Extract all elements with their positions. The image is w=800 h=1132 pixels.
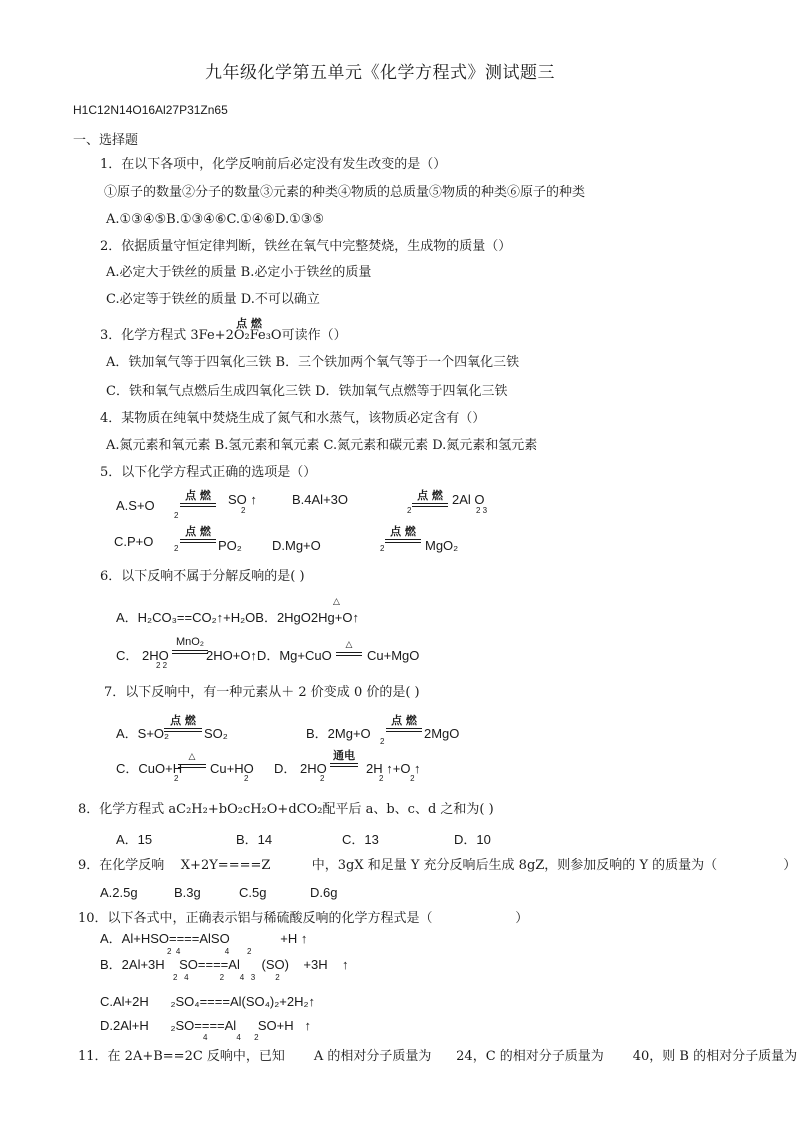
q6-catalyst-condition bbox=[172, 637, 208, 654]
q7-option-c-sub: 2 bbox=[174, 774, 179, 783]
heat-symbol: △ bbox=[188, 752, 196, 762]
question-3-stem-tail: 可读作（） bbox=[281, 328, 347, 343]
q10-option-d: D.2Al+H ₂SO====Al SO+H ↑ bbox=[100, 1018, 311, 1033]
q10-option-b: B．2Al+3H SO====Al (SO) +3H ↑ bbox=[100, 957, 349, 972]
q7-option-a-condition bbox=[164, 715, 202, 732]
q6-option-c-right: 2HO+O↑D．Mg+CuO bbox=[206, 648, 332, 663]
q7-option-a-right: SO₂ bbox=[204, 726, 228, 741]
q7-option-b-sub: 2 bbox=[380, 737, 385, 746]
question-9-stem: 9．在化学反响 X+2Y====Z 中，3gX 和足量 Y 充分反响后生成 8gZ，则参加反响的 Y 的质量为（ ） bbox=[78, 858, 797, 873]
q5-option-b-condition bbox=[412, 490, 448, 507]
electrolysis-label: 通电 bbox=[333, 749, 355, 762]
question-1-list: ①原子的数量②分子的数量③元素的种类④物质的总质量⑤物质的种类⑥原子的种类 bbox=[104, 185, 586, 200]
question-10-stem: 10．以下各式中，正确表示铝与稀硫酸反响的化学方程式是（ ） bbox=[78, 911, 529, 926]
q7-option-c-rsub: 2 bbox=[244, 774, 249, 783]
q9-option-d: D.6g bbox=[310, 885, 338, 900]
question-2-options-cd: C.必定等于铁丝的质量 D.不可以确立 bbox=[106, 292, 320, 307]
question-7-stem: 7．以下反响中，有一种元素从＋ 2 价变成 0 价的是( ) bbox=[104, 685, 420, 700]
q5-option-d-condition bbox=[385, 526, 421, 543]
question-1-options: A.①③④⑤B.①③④⑥C.①④⑥D.①③⑤ bbox=[106, 212, 325, 227]
question-8-stem: 8．化学方程式 aC₂H₂+bO₂cH₂O+dCO₂配平后 a、b、c、d 之和为( ) bbox=[78, 802, 494, 817]
ignite-label: 点 燃 bbox=[391, 714, 417, 727]
q6-option-c-sub: 2 2 bbox=[156, 661, 168, 670]
q5-option-d-right: MgO₂ bbox=[425, 538, 459, 553]
q6-option-d-right: Cu+MgO bbox=[367, 648, 420, 663]
q8-option-a: A．15 bbox=[116, 832, 153, 847]
q5-option-b-right: 2Al O bbox=[452, 492, 485, 507]
q7-option-b-condition bbox=[386, 715, 422, 732]
q6-heat-condition bbox=[336, 641, 362, 656]
q5-option-d-sub: 2 bbox=[380, 544, 385, 553]
q7-option-d-sub: 2 bbox=[320, 774, 325, 783]
q7-option-d-rsub: 2 2 bbox=[379, 774, 415, 783]
q7-heat-condition bbox=[178, 753, 206, 768]
equals-bar bbox=[336, 652, 362, 656]
q10-option-d-sub: 4 4 2 bbox=[203, 1033, 259, 1042]
q8-option-c: C．13 bbox=[342, 832, 379, 847]
equals-bar bbox=[385, 539, 421, 543]
question-4-stem: 4．某物质在纯氧中焚烧生成了氮气和水蒸气，该物质必定含有（） bbox=[100, 411, 486, 426]
ignite-label: 点 燃 bbox=[185, 525, 211, 538]
q8-option-d: D．10 bbox=[454, 832, 491, 847]
q5-option-b-rsub: 2 3 bbox=[476, 506, 488, 515]
q9-option-c: C.5g bbox=[239, 885, 267, 900]
q10-option-b-sub: 2 4 2 4 3 2 bbox=[173, 973, 280, 982]
question-3-options-ab: A．铁加氧气等于四氧化三铁 B．三个铁加两个氧气等于一个四氧化三铁 bbox=[106, 355, 520, 370]
q7-option-c-left: C．CuO+H bbox=[116, 761, 183, 776]
equals-bar bbox=[172, 650, 208, 654]
q5-option-c-right: PO₂ bbox=[218, 538, 242, 553]
page-title: 九年级化学第五单元《化学方程式》测试题三 bbox=[205, 63, 555, 83]
equals-bar bbox=[164, 728, 202, 732]
ignite-label: 点 燃 bbox=[390, 525, 416, 538]
question-6-options-ab: A．H₂CO₃==CO₂↑+H₂OB．2HgO2Hg+O↑ bbox=[116, 610, 359, 625]
q5-option-d-left: D.Mg+O bbox=[272, 538, 321, 553]
equals-bar bbox=[386, 728, 422, 732]
q7-option-d-left: D． 2HO bbox=[274, 761, 327, 776]
question-3-condition bbox=[228, 318, 270, 329]
q8-option-b: B．14 bbox=[236, 832, 273, 847]
equals-bar bbox=[178, 764, 206, 768]
ignite-label: 点 燃 bbox=[417, 489, 443, 502]
q5-option-c-left: C.P+O bbox=[114, 534, 154, 549]
question-4-options: A.氮元素和氧元素 B.氢元素和氧元素 C.氮元素和碳元素 D.氮元素和氢元素 bbox=[106, 438, 538, 453]
q5-option-b-sub: 2 bbox=[407, 506, 412, 515]
q5-option-a-sub: 2 bbox=[174, 511, 179, 520]
equals-bar bbox=[180, 503, 216, 507]
question-5-stem: 5．以下化学方程式正确的选项是（） bbox=[100, 465, 317, 480]
q7-option-b-right: 2MgO bbox=[424, 726, 460, 741]
q10-option-a-sub: 2 4 4 2 bbox=[167, 947, 252, 956]
ignite-label: 点 燃 bbox=[236, 317, 262, 330]
heat-symbol: △ bbox=[345, 640, 353, 650]
q7-option-b-left: B．2Mg+O bbox=[306, 726, 371, 741]
q5-option-b-left: B.4Al+3O bbox=[292, 492, 349, 507]
equals-bar bbox=[330, 763, 358, 767]
question-6-stem: 6．以下反响不属于分解反响的是( ) bbox=[100, 569, 305, 584]
q7-option-d-right: 2H ↑+O ↑ bbox=[366, 761, 421, 776]
question-2-options-ab: A.必定大于铁丝的质量 B.必定小于铁丝的质量 bbox=[106, 265, 372, 280]
question-11-stem: 11．在 2A+B==2C 反响中，已知 A 的相对分子质量为 24，C 的相对分子质量为 40，则 B 的相对分子质量为 bbox=[78, 1049, 798, 1064]
section-heading: 一、选择题 bbox=[73, 133, 139, 148]
equals-bar bbox=[412, 503, 448, 507]
question-3-options-cd: C．铁和氧气点燃后生成四氧化三铁 D．铁加氧气点燃等于四氧化三铁 bbox=[106, 384, 508, 399]
question-3-equation: 3．化学方程式 3Fe+2O₂Fe₃O bbox=[100, 328, 282, 343]
catalyst-label: MnO₂ bbox=[175, 636, 205, 648]
q5-option-a-right: SO ↑ bbox=[228, 492, 257, 507]
q7-electrolysis-condition bbox=[330, 750, 358, 767]
q5-option-c-sub: 2 bbox=[174, 544, 179, 553]
q5-option-c-condition bbox=[180, 526, 216, 543]
q10-option-c: C.Al+2H ₂SO₄====Al(SO₄)₂+2H₂↑ bbox=[100, 994, 316, 1009]
q10-option-a: A．Al+HSO====AlSO +H ↑ bbox=[100, 931, 308, 946]
atomic-masses: H1C12N14O16Al27P31Zn65 bbox=[73, 103, 228, 117]
q7-option-c-right: Cu+HO bbox=[210, 761, 254, 776]
ignite-label: 点 燃 bbox=[170, 714, 196, 727]
q5-option-a-rsub: 2 bbox=[241, 506, 246, 515]
q9-option-a: A.2.5g bbox=[100, 885, 138, 900]
q5-option-a-left: A.S+O bbox=[116, 498, 155, 513]
question-3-stem bbox=[100, 329, 347, 342]
question-2-stem: 2．依据质量守恒定律判断，铁丝在氧气中完整焚烧，生成物的质量（） bbox=[100, 239, 512, 254]
question-1-stem: 1．在以下各项中，化学反响前后必定没有发生改变的是（） bbox=[100, 157, 447, 172]
q5-option-a-condition bbox=[180, 490, 216, 507]
q9-option-b: B.3g bbox=[174, 885, 201, 900]
equals-bar bbox=[180, 539, 216, 543]
q6-heat-symbol: △ bbox=[333, 597, 340, 607]
q7-option-a-left: A．S+O₂ bbox=[116, 726, 170, 741]
q6-option-c-left: C． 2HO bbox=[116, 648, 169, 663]
ignite-label: 点 燃 bbox=[185, 489, 211, 502]
